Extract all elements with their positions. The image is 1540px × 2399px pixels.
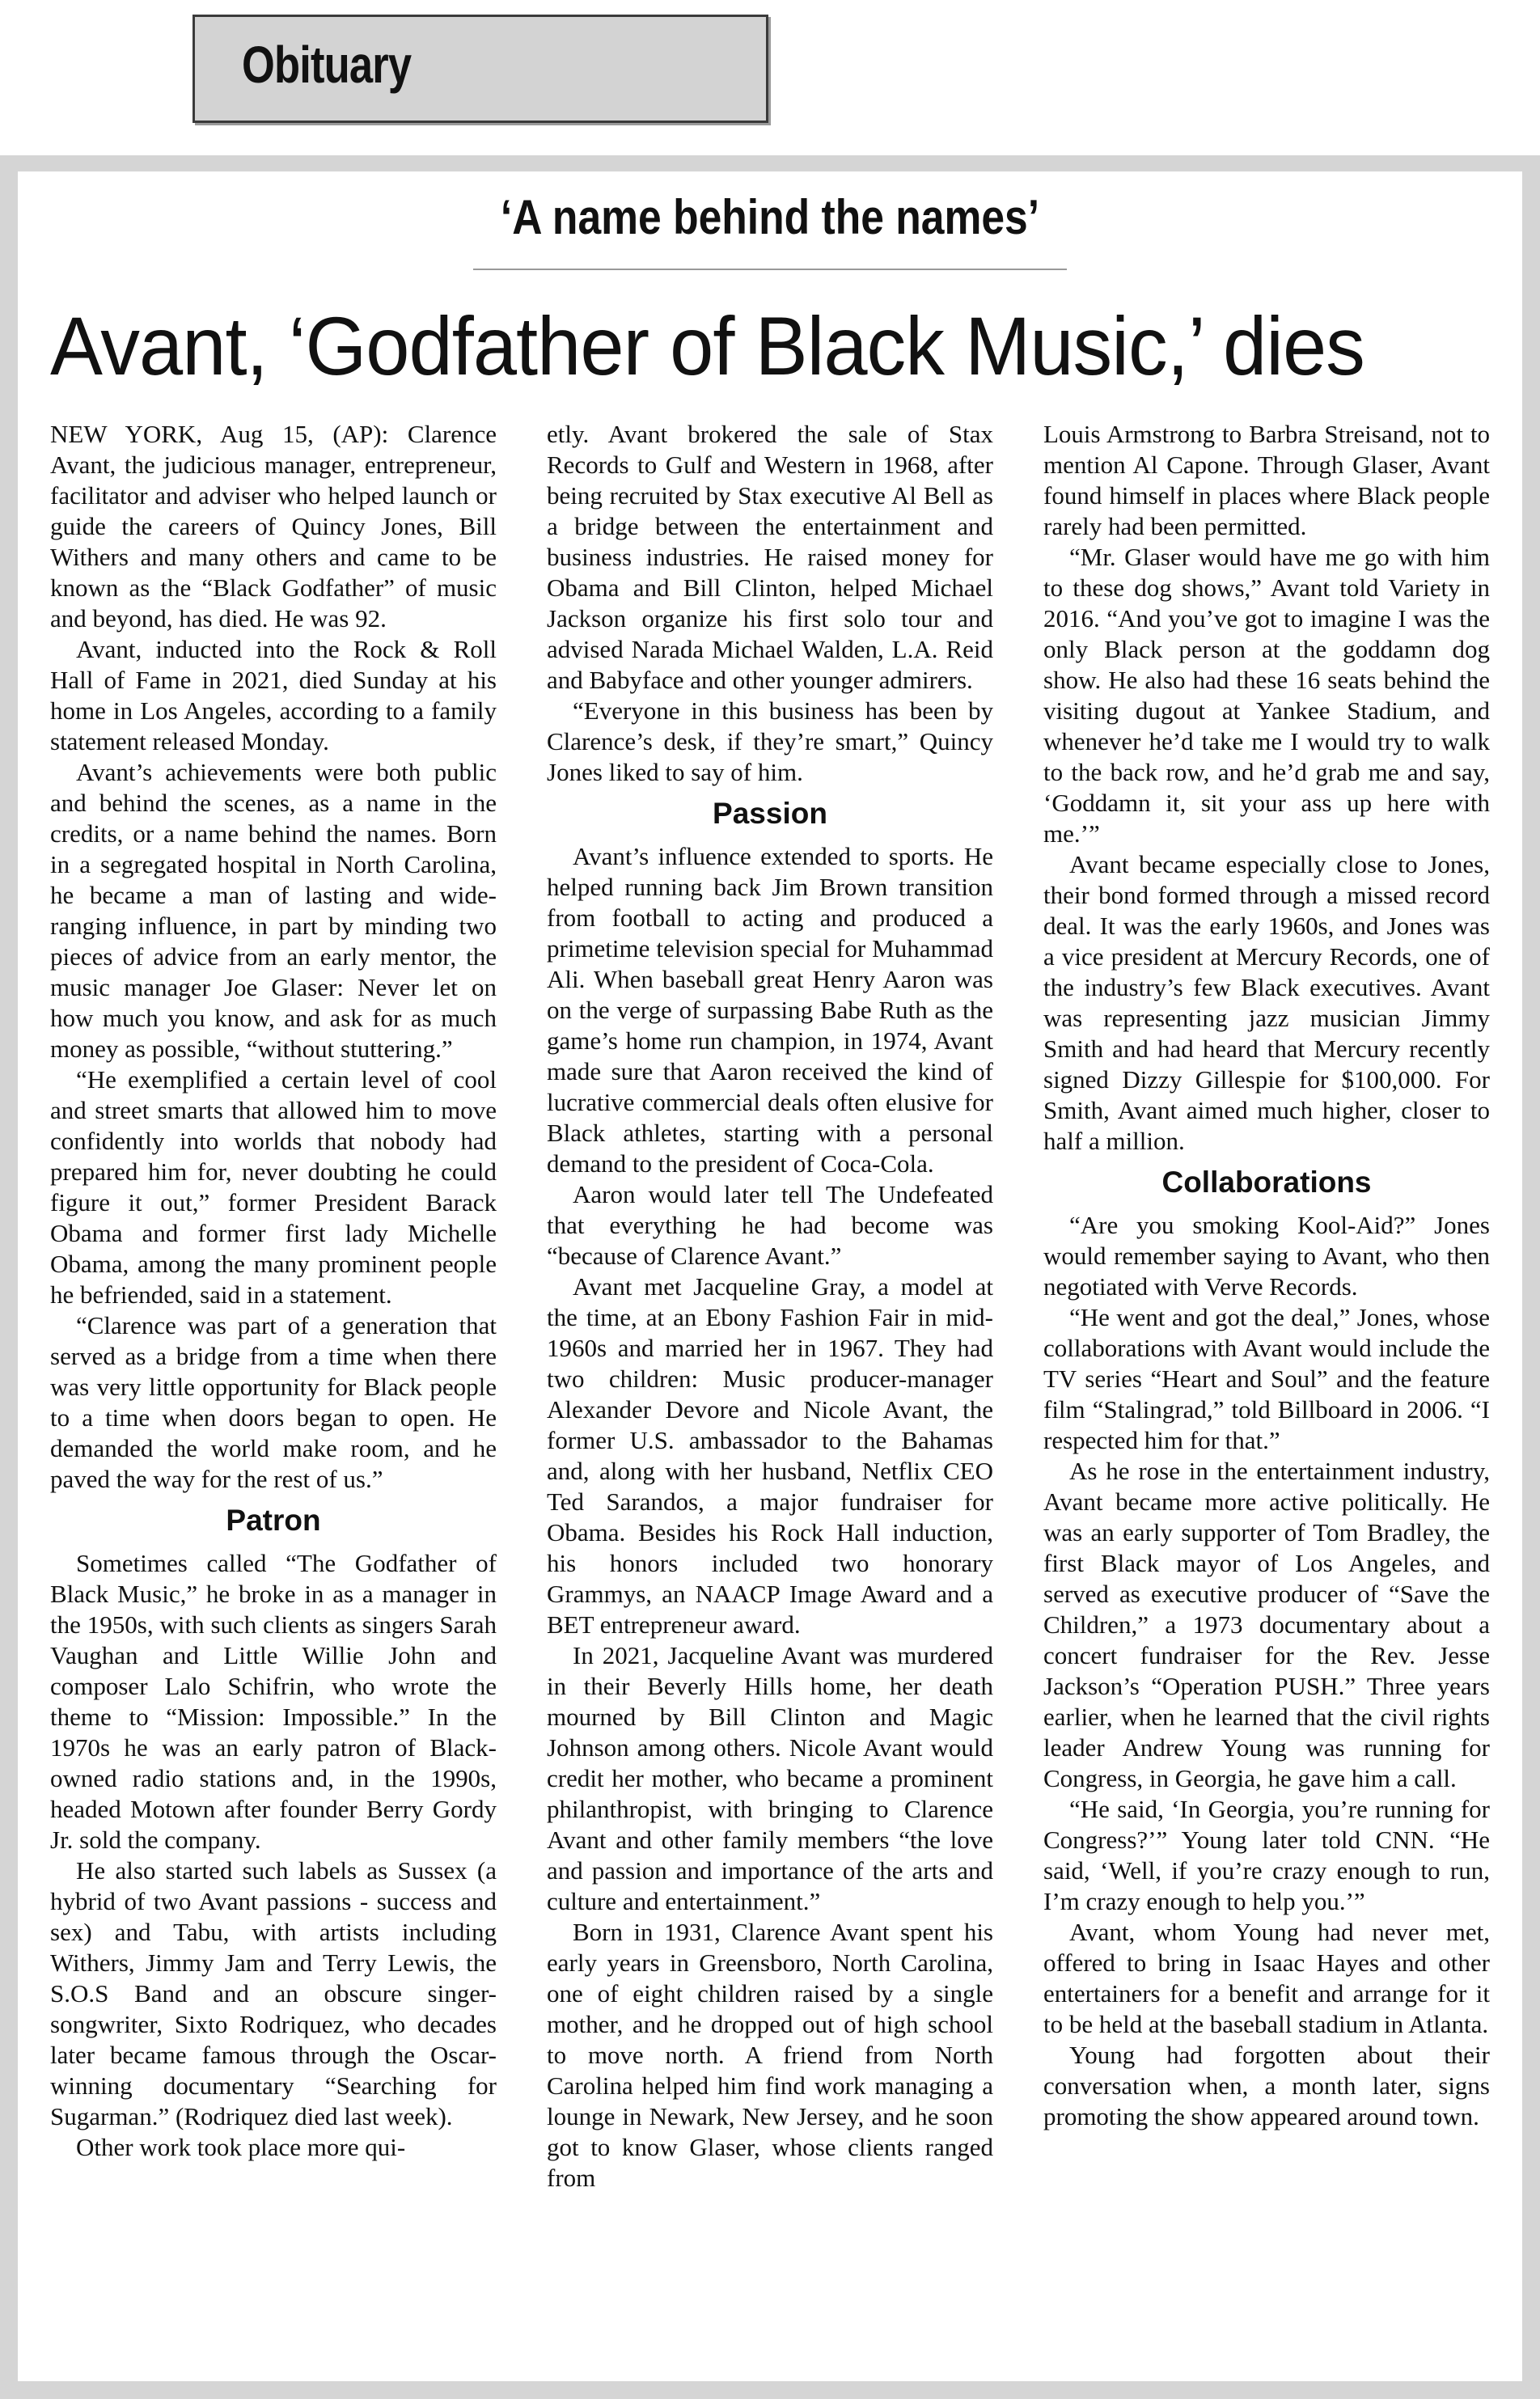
subhead-patron: Patron (226, 1504, 321, 1537)
paragraph: NEW YORK, Aug 15, (AP): Clarence Avant, the judicious manager, entrepreneur, facilitator and adviser who helped launch or guide the careers of Quincy Jones, Bill Withers and many others and came to be known as the “Black Godfather” of music and beyond, has died. He was 92. (50, 420, 497, 633)
paragraph: “Everyone in this business has been by Clarence’s desk, if they’re smart,” Quincy Jones liked to say of him. (547, 696, 993, 786)
paragraph: Aaron would later tell The Undefeated that everything he had become was “because of Clarence Avant.” (547, 1180, 993, 1270)
headline: Avant, ‘Godfather of Black Music,’ dies (50, 300, 1364, 392)
paragraph: Avant’s achievements were both public and behind the scenes, as a name in the credits, or a name behind the names. Born in a segregated hospital in North Carolina, he became a man of lasting and wide-ranging influence, in part by minding two pieces of advice from an early mentor, the music manager Joe Glaser: Never let on how much you know, and ask for as much money as possible, “without stuttering.” (50, 758, 497, 1063)
article-column-1 (50, 419, 497, 2163)
paragraph: Avant’s influence extended to sports. He helped running back Jim Brown transition from football to acting and produced a primetime television special for Muhammad Ali. When baseball great Henry Aaron was on the verge of surpassing Babe Ruth as the game’s home run champion, in 1974, Avant made sure that Aaron received the kind of lucrative commercial deals often elusive for Black athletes, starting with a personal demand to the president of Coca-Cola. (547, 842, 993, 1178)
paragraph: Avant met Jacqueline Gray, a model at the time, at an Ebony Fashion Fair in mid-1960s and married her in 1967. They had two children: Music producer-manager Alexander Devore and Nicole Avant, the former U.S. ambassador to the Bahamas and, along with her husband, Netflix CEO Ted Sarandos, a major fundraiser for Obama. Besides his Rock Hall induction, his honors included two honorary Grammys, an NAACP Image Award and a BET entrepreneur award. (547, 1272, 993, 1639)
paragraph: In 2021, Jacqueline Avant was murdered in their Beverly Hills home, her death mourned by Bill Clinton and Magic Johnson among others. Nicole Avant would credit her mother, who became a prominent philanthropist, with bringing to Clarence Avant and other family members “the love and passion and importance of the arts and culture and entertainment.” (547, 1641, 993, 1915)
article-panel (18, 171, 1522, 2381)
article-column-2 (547, 419, 993, 2194)
kicker: ‘A name behind the names’ (500, 190, 1040, 244)
paragraph: “He said, ‘In Georgia, you’re running for Congress?’” Young later told CNN. “He said, ‘Well, if you’re crazy enough to run, I’m crazy enough to help you.’” (1043, 1795, 1490, 1915)
paragraph: Born in 1931, Clarence Avant spent his early years in Greensboro, North Carolina, one of eight children raised by a single mother, and he dropped out of high school to move north. A friend from North Carolina helped him find work managing a lounge in Newark, New Jersey, and he soon got to know Glaser, whose clients ranged from (547, 1918, 993, 2192)
section-label: Obituary (242, 36, 412, 94)
paragraph: “Mr. Glaser would have me go with him to these dog shows,” Avant told Variety in 2016. “And you’ve got to imagine I was the only Black person at the goddamn dog show. He also had these 16 seats behind the visiting dugout at Yankee Stadium, and whenever he’d take me I would try to walk to the back row, and he’d grab me and say, ‘Goddamn it, sit your ass up here with me.’” (1043, 543, 1490, 848)
section-tab (192, 15, 768, 123)
subhead-passion: Passion (713, 797, 827, 830)
paragraph: Other work took place more qui- (76, 2133, 406, 2161)
paragraph: Avant, inducted into the Rock & Roll Hall of Fame in 2021, died Sunday at his home in Los Angeles, according to a family statement released Monday. (50, 635, 497, 755)
article-frame (0, 155, 1540, 2399)
paragraph: Avant became especially close to Jones, their bond formed through a missed record deal. It was the early 1960s, and Jones was a vice president at Mercury Records, one of the industry’s few Black executives. Avant was representing jazz musician Jimmy Smith and had heard that Mercury recently signed Dizzy Gillespie for $100,000. For Smith, Avant aimed much higher, closer to half a million. (1043, 850, 1490, 1155)
paragraph: As he rose in the entertainment industry, Avant became more active politically. He was an early supporter of Tom Bradley, the first Black mayor of Los Angeles, and served as executive producer of “Save the Children,” a 1973 documentary about a concert fundraiser for the Rev. Jesse Jackson’s “Operation PUSH.” Three years earlier, when he learned that the civil rights leader Andrew Young was running for Congress, in Georgia, he gave him a call. (1043, 1457, 1490, 1792)
paragraph: Young had forgotten about their conversation when, a month later, signs promoting the show appeared around town. (1043, 2041, 1490, 2130)
paragraph: “He went and got the deal,” Jones, whose collaborations with Avant would include the TV series “Heart and Soul” and the feature film “Stalingrad,” told Billboard in 2006. “I respected him for that.” (1043, 1303, 1490, 1454)
paragraph: etly. Avant brokered the sale of Stax Records to Gulf and Western in 1968, after being recruited by Stax executive Al Bell as a bridge between the entertainment and business industries. He raised money for Obama and Bill Clinton, helped Michael Jackson organize his first solo tour and advised Narada Michael Walden, L.A. Reid and Babyface and other younger admirers. (547, 420, 993, 694)
paragraph: He also started such labels as Sussex (a hybrid of two Avant passions - success and sex) and Tabu, with artists including Withers, Jimmy Jam and Terry Lewis, the S.O.S Band and an obscure singer-songwriter, Sixto Rodriquez, who decades later became famous through the Oscar-winning documentary “Searching for Sugarman.” (Rodriquez died last week). (50, 1856, 497, 2130)
subhead-collaborations: Collaborations (1161, 1166, 1372, 1199)
paragraph: Avant, whom Young had never met, offered to bring in Isaac Hayes and other entertainers for a benefit and arrange for it to be held at the baseball stadium in Atlanta. (1043, 1918, 1490, 2038)
paragraph: Louis Armstrong to Barbra Streisand, not to mention Al Capone. Through Glaser, Avant found himself in places where Black people rarely had been permitted. (1043, 420, 1490, 540)
paragraph: Sometimes called “The Godfather of Black Music,” he broke in as a manager in the 1950s, with such clients as singers Sarah Vaughan and Little Willie John and composer Lalo Schifrin, who wrote the theme to “Mission: Impossible.” In the 1970s he was an early patron of Black-owned radio stations and, in the 1990s, headed Motown after founder Berry Gordy Jr. sold the company. (50, 1549, 497, 1854)
paragraph: “Are you smoking Kool-Aid?” Jones would remember saying to Avant, who then negotiated with Verve Records. (1043, 1211, 1490, 1301)
paragraph: “He exemplified a certain level of cool and street smarts that allowed him to move confidently into worlds that nobody had prepared him for, never doubting he could figure it out,” former President Barack Obama and former first lady Michelle Obama, among the many prominent people he befriended, said in a statement. (50, 1065, 497, 1309)
kicker-divider (473, 269, 1067, 270)
paragraph: “Clarence was part of a generation that served as a bridge from a time when there was very little opportunity for Black people to a time when doors began to open. He demanded the world make room, and he paved the way for the rest of us.” (50, 1311, 497, 1493)
article-column-3 (1043, 419, 1490, 2132)
